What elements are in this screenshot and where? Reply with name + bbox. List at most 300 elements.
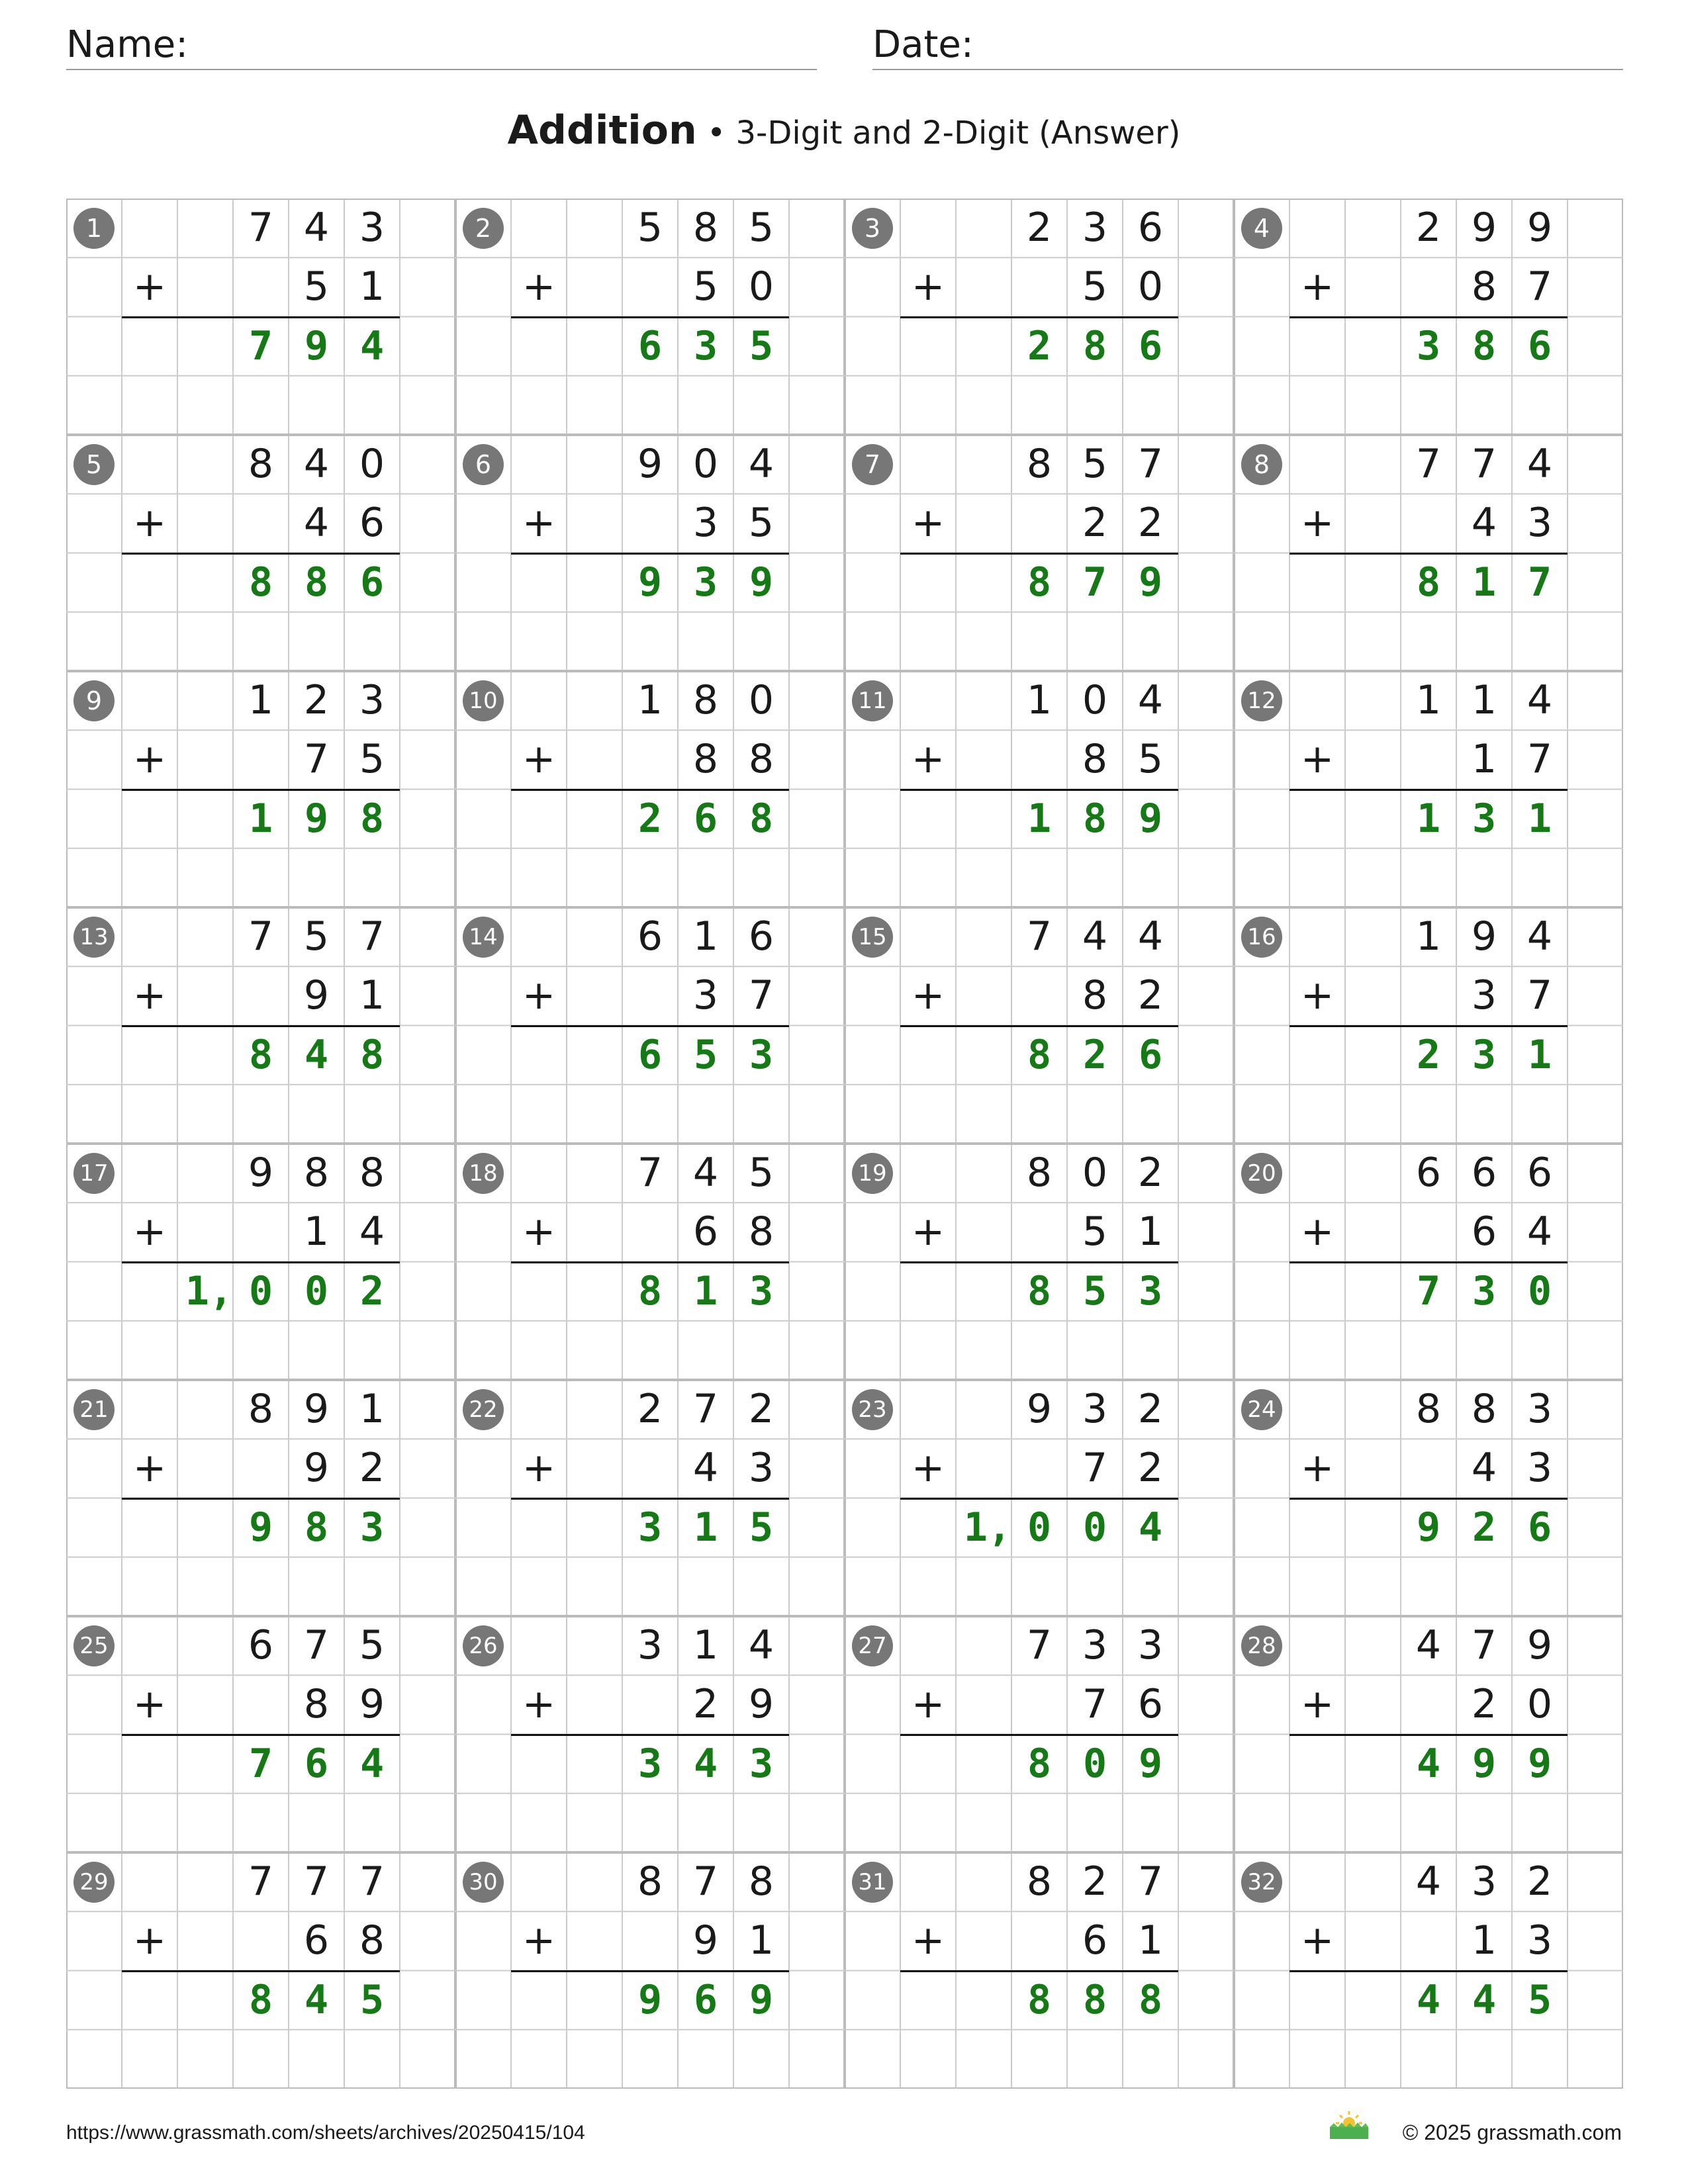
addend-digit: 4 xyxy=(1471,500,1497,547)
addend-digit: 6 xyxy=(692,1208,719,1255)
top-digit: 2 xyxy=(303,677,330,723)
answer-digit: 8 xyxy=(1082,322,1107,369)
answer-digit: 9 xyxy=(749,559,774,606)
top-digit: 4 xyxy=(1415,1622,1442,1668)
plus-sign: + xyxy=(911,1208,945,1255)
addend-digit: 6 xyxy=(303,1917,330,1964)
answer-digit: 6 xyxy=(304,1740,329,1787)
top-digit: 8 xyxy=(248,1386,274,1432)
addend-digit: 7 xyxy=(1526,736,1553,783)
top-digit: 5 xyxy=(637,205,663,251)
problem-number-badge: 1 xyxy=(73,208,115,249)
answer-digit: 3 xyxy=(1138,1267,1163,1314)
top-digit: 9 xyxy=(1471,913,1497,960)
answer-digit: 3 xyxy=(749,1267,774,1314)
top-digit: 9 xyxy=(1026,1386,1053,1432)
addend-digit: 8 xyxy=(748,1208,774,1255)
answer-digit: 5 xyxy=(1082,1267,1107,1314)
answer-digit: 8 xyxy=(1082,795,1107,842)
problem-number-badge: 13 xyxy=(73,917,115,958)
answer-digit: 8 xyxy=(637,1267,663,1314)
plus-sign: + xyxy=(911,1445,945,1492)
addend-digit: 1 xyxy=(303,1208,330,1255)
top-digit: 8 xyxy=(1026,441,1053,487)
problem-number-badge: 6 xyxy=(463,444,504,485)
top-digit: 7 xyxy=(359,1858,385,1905)
plus-sign: + xyxy=(132,1681,167,1728)
answer-digit: 6 xyxy=(693,1976,718,2023)
answer-digit: 8 xyxy=(749,795,774,842)
worksheet-title xyxy=(0,107,1688,154)
answer-digit: 1 xyxy=(1027,795,1052,842)
answer-digit: 4 xyxy=(1472,1976,1497,2023)
problem-number-badge: 22 xyxy=(463,1389,504,1430)
addend-digit: 5 xyxy=(748,500,774,547)
answer-digit: 4 xyxy=(304,1976,329,2023)
top-digit: 4 xyxy=(1137,677,1164,723)
plus-sign: + xyxy=(911,500,945,547)
answer-digit: 8 xyxy=(1416,559,1441,606)
top-digit: 4 xyxy=(303,441,330,487)
answer-digit: 9 xyxy=(1472,1740,1497,1787)
top-digit: 8 xyxy=(1026,1150,1053,1196)
top-digit: 9 xyxy=(1526,205,1553,251)
plus-sign: + xyxy=(522,1917,556,1964)
answer-digit: 1 xyxy=(1527,795,1552,842)
answer-digit: 7 xyxy=(248,1740,273,1787)
addend-digit: 2 xyxy=(1137,500,1164,547)
plus-sign: + xyxy=(911,263,945,310)
top-digit: 7 xyxy=(1471,441,1497,487)
addend-digit: 9 xyxy=(359,1681,385,1728)
answer-digit: 2 xyxy=(1472,1504,1497,1551)
top-digit: 8 xyxy=(1026,1858,1053,1905)
answer-digit: 5 xyxy=(749,322,774,369)
problem-number-badge: 16 xyxy=(1241,917,1282,958)
answer-digit: 0 xyxy=(1082,1740,1107,1787)
top-digit: 4 xyxy=(1082,913,1108,960)
answer-digit: 0 xyxy=(304,1267,329,1314)
answer-digit: 8 xyxy=(1082,1976,1107,2023)
problem-number-badge: 3 xyxy=(852,208,893,249)
addend-digit: 8 xyxy=(748,736,774,783)
plus-sign: + xyxy=(911,1917,945,1964)
plus-sign: + xyxy=(1300,972,1335,1019)
top-digit: 9 xyxy=(1471,205,1497,251)
plus-sign: + xyxy=(132,1208,167,1255)
answer-digit: 8 xyxy=(1472,322,1497,369)
answer-digit: 9 xyxy=(749,1976,774,2023)
answer-digit: 8 xyxy=(359,795,385,842)
answer-digit: 2 xyxy=(359,1267,385,1314)
addend-digit: 2 xyxy=(1137,1445,1164,1492)
plus-sign: + xyxy=(1300,1917,1335,1964)
answer-digit: 4 xyxy=(359,322,385,369)
top-digit: 6 xyxy=(1137,205,1164,251)
plus-sign: + xyxy=(132,972,167,1019)
plus-sign: + xyxy=(1300,500,1335,547)
answer-digit: 7 xyxy=(1527,559,1552,606)
answer-digit: 6 xyxy=(1527,322,1552,369)
answer-digit: 8 xyxy=(1027,1267,1052,1314)
top-digit: 6 xyxy=(1471,1150,1497,1196)
answer-digit: 8 xyxy=(248,1031,273,1078)
top-digit: 2 xyxy=(1026,205,1053,251)
addend-digit: 3 xyxy=(692,972,719,1019)
addend-digit: 2 xyxy=(359,1445,385,1492)
problem-number-badge: 24 xyxy=(1241,1389,1282,1430)
top-digit: 5 xyxy=(748,1150,774,1196)
top-digit: 3 xyxy=(359,205,385,251)
addend-digit: 9 xyxy=(303,972,330,1019)
answer-digit: 3 xyxy=(749,1031,774,1078)
answer-digit: 0 xyxy=(1527,1267,1552,1314)
plus-sign: + xyxy=(522,972,556,1019)
answer-digit: 8 xyxy=(304,559,329,606)
answer-digit: 7 xyxy=(1082,559,1107,606)
answer-digit: 9 xyxy=(1416,1504,1441,1551)
date-field[interactable] xyxy=(872,24,1623,70)
top-digit: 8 xyxy=(637,1858,663,1905)
answer-digit: 3 xyxy=(1416,322,1441,369)
top-digit: 9 xyxy=(248,1150,274,1196)
plus-sign: + xyxy=(1300,1208,1335,1255)
top-digit: 7 xyxy=(1471,1622,1497,1668)
plus-sign: + xyxy=(132,263,167,310)
answer-digit: 4 xyxy=(1138,1504,1163,1551)
top-digit: 1 xyxy=(1471,677,1497,723)
problem-number-badge: 4 xyxy=(1241,208,1282,249)
addend-digit: 8 xyxy=(1471,263,1497,310)
top-digit: 4 xyxy=(748,441,774,487)
top-digit: 7 xyxy=(692,1858,719,1905)
answer-digit: 3 xyxy=(637,1504,663,1551)
addend-digit: 5 xyxy=(692,263,719,310)
top-digit: 3 xyxy=(1137,1622,1164,1668)
top-digit: 3 xyxy=(1082,205,1108,251)
addend-digit: 5 xyxy=(303,263,330,310)
top-digit: 6 xyxy=(1415,1150,1442,1196)
top-digit: 1 xyxy=(1415,677,1442,723)
addend-digit: 7 xyxy=(303,736,330,783)
name-field[interactable] xyxy=(66,24,817,70)
top-digit: 4 xyxy=(1526,913,1553,960)
top-digit: 7 xyxy=(692,1386,719,1432)
answer-digit: 0 xyxy=(1082,1504,1107,1551)
answer-digit: 3 xyxy=(1472,1031,1497,1078)
plus-sign: + xyxy=(132,1445,167,1492)
top-digit: 1 xyxy=(1415,913,1442,960)
top-digit: 8 xyxy=(248,441,274,487)
addend-digit: 9 xyxy=(748,1681,774,1728)
addend-digit: 3 xyxy=(1526,500,1553,547)
problem-number-badge: 2 xyxy=(463,208,504,249)
top-digit: 5 xyxy=(748,205,774,251)
addend-digit: 2 xyxy=(1137,972,1164,1019)
top-digit: 8 xyxy=(692,677,719,723)
top-digit: 3 xyxy=(1471,1858,1497,1905)
top-digit: 7 xyxy=(248,913,274,960)
answer-digit: 9 xyxy=(1138,1740,1163,1787)
answer-digit: 2 xyxy=(637,795,663,842)
answer-digit: 2 xyxy=(1416,1031,1441,1078)
addend-digit: 8 xyxy=(1082,972,1108,1019)
top-digit: 0 xyxy=(1082,1150,1108,1196)
top-digit: 0 xyxy=(1082,677,1108,723)
top-digit: 7 xyxy=(248,205,274,251)
top-digit: 7 xyxy=(359,913,385,960)
top-digit: 2 xyxy=(637,1386,663,1432)
plus-sign: + xyxy=(132,500,167,547)
answer-digit: 6 xyxy=(1138,322,1163,369)
answer-digit: 3 xyxy=(1472,795,1497,842)
plus-sign: + xyxy=(132,1917,167,1964)
top-digit: 4 xyxy=(692,1150,719,1196)
answer-digit: 8 xyxy=(1027,559,1052,606)
top-digit: 8 xyxy=(303,1150,330,1196)
top-digit: 8 xyxy=(692,205,719,251)
addend-digit: 1 xyxy=(359,263,385,310)
top-digit: 7 xyxy=(637,1150,663,1196)
top-digit: 0 xyxy=(359,441,385,487)
answer-digit: 8 xyxy=(1027,1740,1052,1787)
top-digit: 3 xyxy=(1082,1622,1108,1668)
addend-digit: 3 xyxy=(748,1445,774,1492)
answer-digit: 4 xyxy=(1416,1976,1441,2023)
top-digit: 8 xyxy=(359,1150,385,1196)
top-digit: 7 xyxy=(1137,441,1164,487)
top-digit: 1 xyxy=(359,1386,385,1432)
answer-digit: 6 xyxy=(637,322,663,369)
problem-number-badge: 31 xyxy=(852,1862,893,1903)
problem-number-badge: 26 xyxy=(463,1625,504,1666)
addend-digit: 8 xyxy=(303,1681,330,1728)
addend-digit: 6 xyxy=(1137,1681,1164,1728)
answer-digit: 8 xyxy=(359,1031,385,1078)
top-digit: 8 xyxy=(1415,1386,1442,1432)
answer-digit: 1 xyxy=(1527,1031,1552,1078)
answer-digit: 2 xyxy=(1027,322,1052,369)
addend-digit: 6 xyxy=(359,500,385,547)
top-digit: 4 xyxy=(1137,913,1164,960)
addend-digit: 1 xyxy=(1137,1208,1164,1255)
top-digit: 4 xyxy=(1415,1858,1442,1905)
problem-number-badge: 25 xyxy=(73,1625,115,1666)
top-digit: 5 xyxy=(1082,441,1108,487)
answer-digit: 1 xyxy=(248,795,273,842)
top-digit: 7 xyxy=(1026,913,1053,960)
plus-sign: + xyxy=(522,1681,556,1728)
top-digit: 1 xyxy=(1026,677,1053,723)
addend-digit: 2 xyxy=(1471,1681,1497,1728)
plus-sign: + xyxy=(522,263,556,310)
addend-digit: 5 xyxy=(359,736,385,783)
top-digit: 3 xyxy=(1082,1386,1108,1432)
top-digit: 2 xyxy=(1137,1386,1164,1432)
top-digit: 6 xyxy=(748,913,774,960)
addend-digit: 4 xyxy=(692,1445,719,1492)
addend-digit: 7 xyxy=(1526,263,1553,310)
answer-digit: 1 xyxy=(693,1504,718,1551)
problem-number-badge: 23 xyxy=(852,1389,893,1430)
answer-digit: 8 xyxy=(1027,1031,1052,1078)
top-digit: 2 xyxy=(1137,1150,1164,1196)
answer-digit: 4 xyxy=(304,1031,329,1078)
problem-number-badge: 7 xyxy=(852,444,893,485)
answer-digit: 6 xyxy=(693,795,718,842)
addend-digit: 1 xyxy=(359,972,385,1019)
answer-digit: 5 xyxy=(749,1504,774,1551)
top-digit: 2 xyxy=(1526,1858,1553,1905)
problem-number-badge: 19 xyxy=(852,1153,893,1194)
addend-digit: 9 xyxy=(303,1445,330,1492)
problem-number-badge: 32 xyxy=(1241,1862,1282,1903)
answer-digit: 8 xyxy=(1027,1976,1052,2023)
answer-digit: 6 xyxy=(359,559,385,606)
addend-digit: 1 xyxy=(1137,1917,1164,1964)
answer-digit: 6 xyxy=(1527,1504,1552,1551)
plus-sign: + xyxy=(1300,736,1335,783)
answer-digit: 3 xyxy=(637,1740,663,1787)
problem-number-badge: 11 xyxy=(852,680,893,721)
addend-digit: 3 xyxy=(1526,1917,1553,1964)
answer-digit: 3 xyxy=(693,322,718,369)
addend-digit: 0 xyxy=(1526,1681,1553,1728)
addend-digit: 8 xyxy=(359,1917,385,1964)
answer-digit: 9 xyxy=(637,559,663,606)
plus-sign: + xyxy=(522,1208,556,1255)
problem-number-badge: 18 xyxy=(463,1153,504,1194)
addend-digit: 1 xyxy=(748,1917,774,1964)
addend-digit: 4 xyxy=(1471,1445,1497,1492)
addend-digit: 8 xyxy=(1082,736,1108,783)
answer-digit: 9 xyxy=(1527,1740,1552,1787)
problem-number-badge: 21 xyxy=(73,1389,115,1430)
problem-grid xyxy=(66,199,1623,2089)
problem-number-badge: 10 xyxy=(463,680,504,721)
plus-sign: + xyxy=(911,1681,945,1728)
top-digit: 1 xyxy=(692,1622,719,1668)
addend-digit: 6 xyxy=(1471,1208,1497,1255)
plus-sign: + xyxy=(911,972,945,1019)
answer-digit: 7 xyxy=(248,322,273,369)
top-digit: 9 xyxy=(303,1386,330,1432)
answer-digit: 4 xyxy=(1416,1740,1441,1787)
answer-digit: 3 xyxy=(693,559,718,606)
top-digit: 7 xyxy=(1137,1858,1164,1905)
addend-digit: 3 xyxy=(692,500,719,547)
plus-sign: + xyxy=(522,500,556,547)
top-digit: 7 xyxy=(1415,441,1442,487)
footer-url: https://www.grassmath.com/sheets/archives/20250415/104 xyxy=(66,2122,585,2144)
top-digit: 9 xyxy=(637,441,663,487)
top-digit: 4 xyxy=(1526,441,1553,487)
answer-digit: 9 xyxy=(1138,795,1163,842)
addend-digit: 9 xyxy=(692,1917,719,1964)
answer-digit: 2 xyxy=(1082,1031,1107,1078)
grass-logo-icon xyxy=(1327,2109,1371,2140)
top-digit: 6 xyxy=(248,1622,274,1668)
answer-digit: 9 xyxy=(1138,559,1163,606)
top-digit: 8 xyxy=(748,1858,774,1905)
top-digit: 2 xyxy=(748,1386,774,1432)
answer-digit: 9 xyxy=(637,1976,663,2023)
answer-digit: 1 xyxy=(693,1267,718,1314)
answer-digit: 9 xyxy=(304,795,329,842)
addend-digit: 0 xyxy=(1137,263,1164,310)
answer-digit: 5 xyxy=(693,1031,718,1078)
addend-digit: 2 xyxy=(1082,500,1108,547)
addend-digit: 7 xyxy=(748,972,774,1019)
top-digit: 6 xyxy=(1526,1150,1553,1196)
addend-digit: 5 xyxy=(1082,1208,1108,1255)
top-digit: 5 xyxy=(303,913,330,960)
answer-digit: 1 xyxy=(1472,559,1497,606)
top-digit: 3 xyxy=(1526,1386,1553,1432)
addend-digit: 7 xyxy=(1082,1445,1108,1492)
top-digit: 7 xyxy=(303,1622,330,1668)
answer-digit: 3 xyxy=(359,1504,385,1551)
problem-number-badge: 12 xyxy=(1241,680,1282,721)
answer-digit: 3 xyxy=(749,1740,774,1787)
top-digit: 1 xyxy=(637,677,663,723)
top-digit: 5 xyxy=(359,1622,385,1668)
top-digit: 1 xyxy=(248,677,274,723)
answer-digit: 6 xyxy=(637,1031,663,1078)
problem-number-badge: 15 xyxy=(852,917,893,958)
answer-digit: 0 xyxy=(248,1267,273,1314)
title-main: Addition xyxy=(507,107,697,154)
top-digit: 8 xyxy=(1471,1386,1497,1432)
plus-sign: + xyxy=(522,1445,556,1492)
addend-digit: 4 xyxy=(359,1208,385,1255)
plus-sign: + xyxy=(1300,1681,1335,1728)
answer-digit: 9 xyxy=(304,322,329,369)
footer-copyright: © 2025 grassmath.com xyxy=(1402,2120,1622,2144)
top-digit: 4 xyxy=(1526,677,1553,723)
plus-sign: + xyxy=(1300,263,1335,310)
top-digit: 7 xyxy=(303,1858,330,1905)
problem-number-badge: 28 xyxy=(1241,1625,1282,1666)
top-digit: 2 xyxy=(1415,205,1442,251)
addend-digit: 7 xyxy=(1082,1681,1108,1728)
addend-digit: 6 xyxy=(1082,1917,1108,1964)
answer-thousands: 1, xyxy=(963,1504,1011,1551)
top-digit: 4 xyxy=(748,1622,774,1668)
addend-digit: 5 xyxy=(1082,263,1108,310)
addend-digit: 1 xyxy=(1471,736,1497,783)
answer-digit: 8 xyxy=(248,1976,273,2023)
plus-sign: + xyxy=(522,736,556,783)
addend-digit: 0 xyxy=(748,263,774,310)
addend-digit: 7 xyxy=(1526,972,1553,1019)
title-subtitle: • 3-Digit and 2-Digit (Answer) xyxy=(696,114,1181,152)
plus-sign: + xyxy=(1300,1445,1335,1492)
problem-number-badge: 27 xyxy=(852,1625,893,1666)
addend-digit: 4 xyxy=(303,500,330,547)
answer-digit: 7 xyxy=(1416,1267,1441,1314)
addend-digit: 5 xyxy=(1137,736,1164,783)
answer-digit: 8 xyxy=(248,559,273,606)
plus-sign: + xyxy=(132,736,167,783)
answer-digit: 0 xyxy=(1027,1504,1052,1551)
problem-number-badge: 8 xyxy=(1241,444,1282,485)
date-label: Date: xyxy=(872,23,974,66)
top-digit: 3 xyxy=(359,677,385,723)
answer-digit: 5 xyxy=(1527,1976,1552,2023)
top-digit: 7 xyxy=(1026,1622,1053,1668)
problem-number-badge: 30 xyxy=(463,1862,504,1903)
